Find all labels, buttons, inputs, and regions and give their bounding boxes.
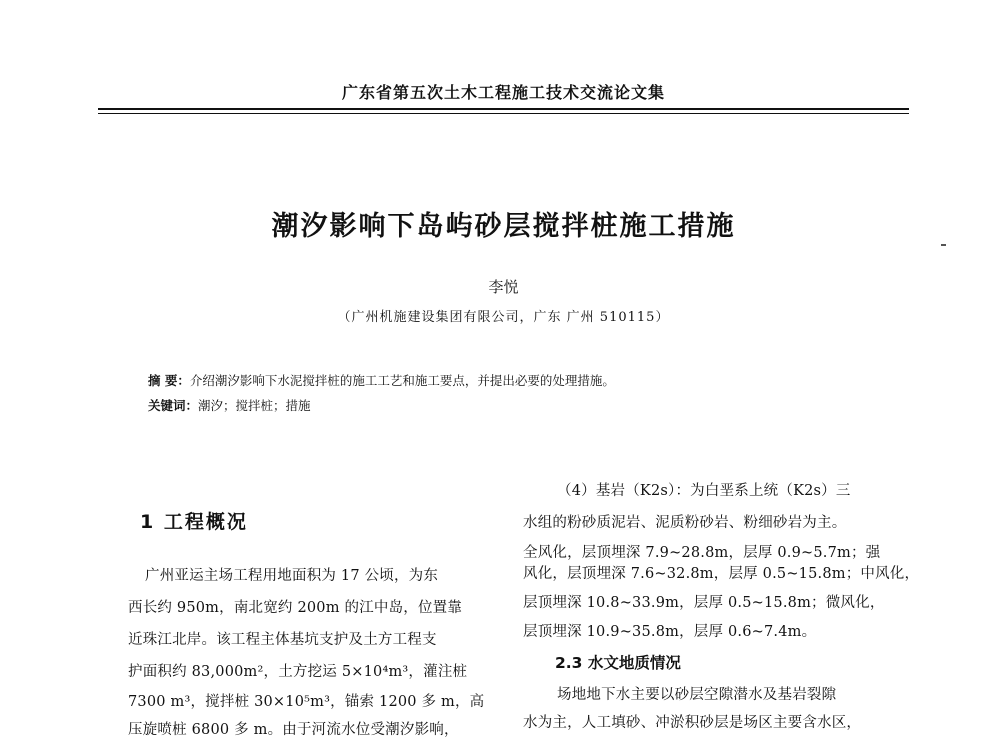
header-rule-thick	[98, 108, 909, 110]
bedrock-line: 层顶埋深 10.9~35.8m，层厚 0.6~7.4m。	[523, 624, 817, 640]
hydro-line: 水为主，人工填砂、冲淤积砂层是场区主要含水区，	[523, 715, 862, 731]
scan-mark	[941, 244, 946, 246]
abstract-line	[148, 371, 615, 389]
abstract-label: 摘 要：	[148, 373, 190, 388]
section-1-line: 压旋喷桩 6800 多 m。由于河流水位受潮汐影响，	[128, 722, 459, 738]
bedrock-line: （4）基岩（K2s）：为白垩系上统（K2s）三	[557, 483, 851, 499]
section-1-line: 西长约 950m，南北宽约 200m 的江中岛，位置靠	[128, 600, 463, 616]
author-name: 李悦	[488, 278, 519, 296]
bedrock-line: 全风化，层顶埋深 7.9~28.8m，层厚 0.9~5.7m；强	[523, 545, 881, 561]
section-1-heading: 1 工程概况	[140, 511, 248, 533]
section-1-line: 护面积约 83,000m²，土方挖运 5×10⁴m³，灌注桩	[128, 664, 468, 680]
keywords-text: 潮汐；搅拌桩；措施	[198, 398, 311, 413]
bedrock-line: 层顶埋深 10.8~33.9m，层厚 0.5~15.8m；微风化，	[523, 595, 885, 611]
section-1-line: 近珠江北岸。该工程主体基坑支护及土方工程支	[128, 632, 437, 648]
paper-title: 潮汐影响下岛屿砂层搅拌桩施工措施	[271, 211, 736, 242]
keywords-label: 关键词：	[148, 398, 199, 413]
running-header: 广东省第五次土木工程施工技术交流论文集	[341, 83, 665, 102]
header-rule-thin	[98, 113, 909, 114]
section-1-line: 广州亚运主场工程用地面积为 17 公顷，为东	[145, 568, 439, 584]
section-1-line: 7300 m³，搅拌桩 30×10⁵m³，锚索 1200 多 m，高	[128, 694, 485, 710]
hydro-line: 场地地下水主要以砂层空隙潜水及基岩裂隙	[557, 687, 837, 703]
author-affiliation: （广州机施建设集团有限公司，广东 广州 510115）	[337, 310, 670, 325]
bedrock-line: 水组的粉砂质泥岩、泥质粉砂岩、粉细砂岩为主。	[523, 515, 847, 531]
abstract-text: 介绍潮汐影响下水泥搅拌桩的施工工艺和施工要点，并提出必要的处理措施。	[189, 373, 615, 388]
subsection-2-3-heading: 2.3 水文地质情况	[555, 654, 681, 672]
bedrock-line: 风化，层顶埋深 7.6~32.8m，层厚 0.5~15.8m；中风化，	[523, 566, 920, 582]
keywords-line	[148, 396, 311, 414]
